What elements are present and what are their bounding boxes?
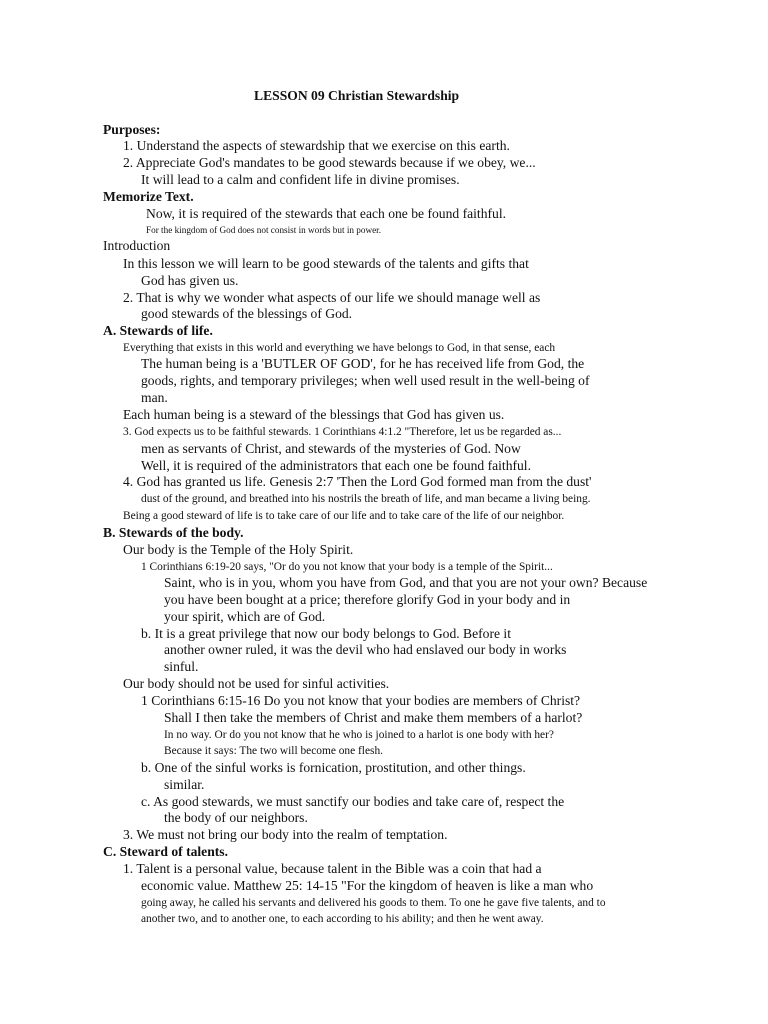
section-a-line-9: 4. God has granted us life. Genesis 2:7 'Then the Lord God formed man from the dust' <box>123 474 592 489</box>
section-b-line-3: Saint, who is in you, whom you have from God, and that you are not your own? Because <box>164 575 648 590</box>
purposes-item-1: 1. Understand the aspects of stewardship that we exercise on this earth. <box>123 138 510 153</box>
section-c-line-3: going away, he called his servants and delivered his goods to them. To one he gave five talents, and to <box>141 897 606 909</box>
section-b-line-10: 1 Corinthians 6:15-16 Do you not know that your bodies are members of Christ? <box>141 693 581 708</box>
section-b-line-14: b. One of the sinful works is fornication, prostitution, and other things. <box>141 760 526 775</box>
purposes-item-2-cont: It will lead to a calm and confident life in divine promises. <box>141 172 460 187</box>
section-a-line-1: Everything that exists in this world and everything we have belongs to God, in that sense, each <box>123 342 556 354</box>
section-b-line-6: b. It is a great privilege that now our body belongs to God. Before it <box>141 626 511 641</box>
section-b-line-16: c. As good stewards, we must sanctify our bodies and take care of, respect the <box>141 794 565 809</box>
section-b-line-4: you have been bought at a price; therefore glorify God in your body and in <box>164 592 571 607</box>
section-c-heading: C. Steward of talents. <box>103 844 228 859</box>
section-a-line-11: Being a good steward of life is to take care of our life and to take care of the life of our neighbor. <box>123 510 565 522</box>
section-b-line-7: another owner ruled, it was the devil who had enslaved our body in works <box>164 642 567 657</box>
section-b-line-8: sinful. <box>164 659 199 674</box>
section-a-line-8: Well, it is required of the administrators that each one be found faithful. <box>141 458 531 473</box>
section-a-line-7: men as servants of Christ, and stewards of the mysteries of God. Now <box>141 441 521 456</box>
memorize-verse-small: For the kingdom of God does not consist in words but in power. <box>146 225 382 235</box>
section-b-line-17: the body of our neighbors. <box>164 810 308 825</box>
introduction-line-3: 2. That is why we wonder what aspects of our life we should manage well as <box>123 290 541 305</box>
introduction-line-1: In this lesson we will learn to be good stewards of the talents and gifts that <box>123 256 529 271</box>
section-b-line-12: In no way. Or do you not know that he who is joined to a harlot is one body with her? <box>164 729 554 741</box>
section-a-line-3: goods, rights, and temporary privileges; when well used result in the well-being of <box>141 373 590 388</box>
section-a-line-5: Each human being is a steward of the blessings that God has given us. <box>123 407 505 422</box>
purposes-item-2: 2. Appreciate God's mandates to be good stewards because if we obey, we... <box>123 155 536 170</box>
section-b-line-15: similar. <box>164 777 205 792</box>
section-a-line-4: man. <box>141 390 168 405</box>
section-c-line-4: another two, and to another one, to each according to his ability; and then he went away. <box>141 913 544 925</box>
section-b-line-1: Our body is the Temple of the Holy Spirit. <box>123 542 354 557</box>
memorize-verse: Now, it is required of the stewards that each one be found faithful. <box>146 206 506 221</box>
section-a-heading: A. Stewards of life. <box>103 323 213 338</box>
introduction-heading: Introduction <box>103 238 171 253</box>
introduction-line-4: good stewards of the blessings of God. <box>141 306 353 321</box>
section-b-line-5: your spirit, which are of God. <box>164 609 326 624</box>
section-b-line-2: 1 Corinthians 6:19-20 says, "Or do you not know that your body is a temple of the Spirit... <box>141 561 553 573</box>
introduction-line-2: God has given us. <box>141 273 239 288</box>
section-c-line-1: 1. Talent is a personal value, because talent in the Bible was a coin that had a <box>123 861 542 876</box>
section-c-line-2: economic value. Matthew 25: 14-15 "For the kingdom of heaven is like a man who <box>141 878 594 893</box>
purposes-heading: Purposes: <box>103 122 161 137</box>
section-b-line-11: Shall I then take the members of Christ and make them members of a harlot? <box>164 710 583 725</box>
section-b-line-18: 3. We must not bring our body into the realm of temptation. <box>123 827 448 842</box>
section-b-heading: B. Stewards of the body. <box>103 525 244 540</box>
section-b-line-9: Our body should not be used for sinful activities. <box>123 676 390 691</box>
section-b-line-13: Because it says: The two will become one flesh. <box>164 745 384 757</box>
section-a-line-10: dust of the ground, and breathed into his nostrils the breath of life, and man became a living being. <box>141 493 591 505</box>
section-a-line-2: The human being is a 'BUTLER OF GOD', for he has received life from God, the <box>141 356 585 371</box>
lesson-title: LESSON 09 Christian Stewardship <box>254 88 460 103</box>
section-a-line-6: 3. God expects us to be faithful stewards. 1 Corinthians 4:1.2 "Therefore, let us be regarded as... <box>123 426 562 438</box>
memorize-heading: Memorize Text. <box>103 189 194 204</box>
